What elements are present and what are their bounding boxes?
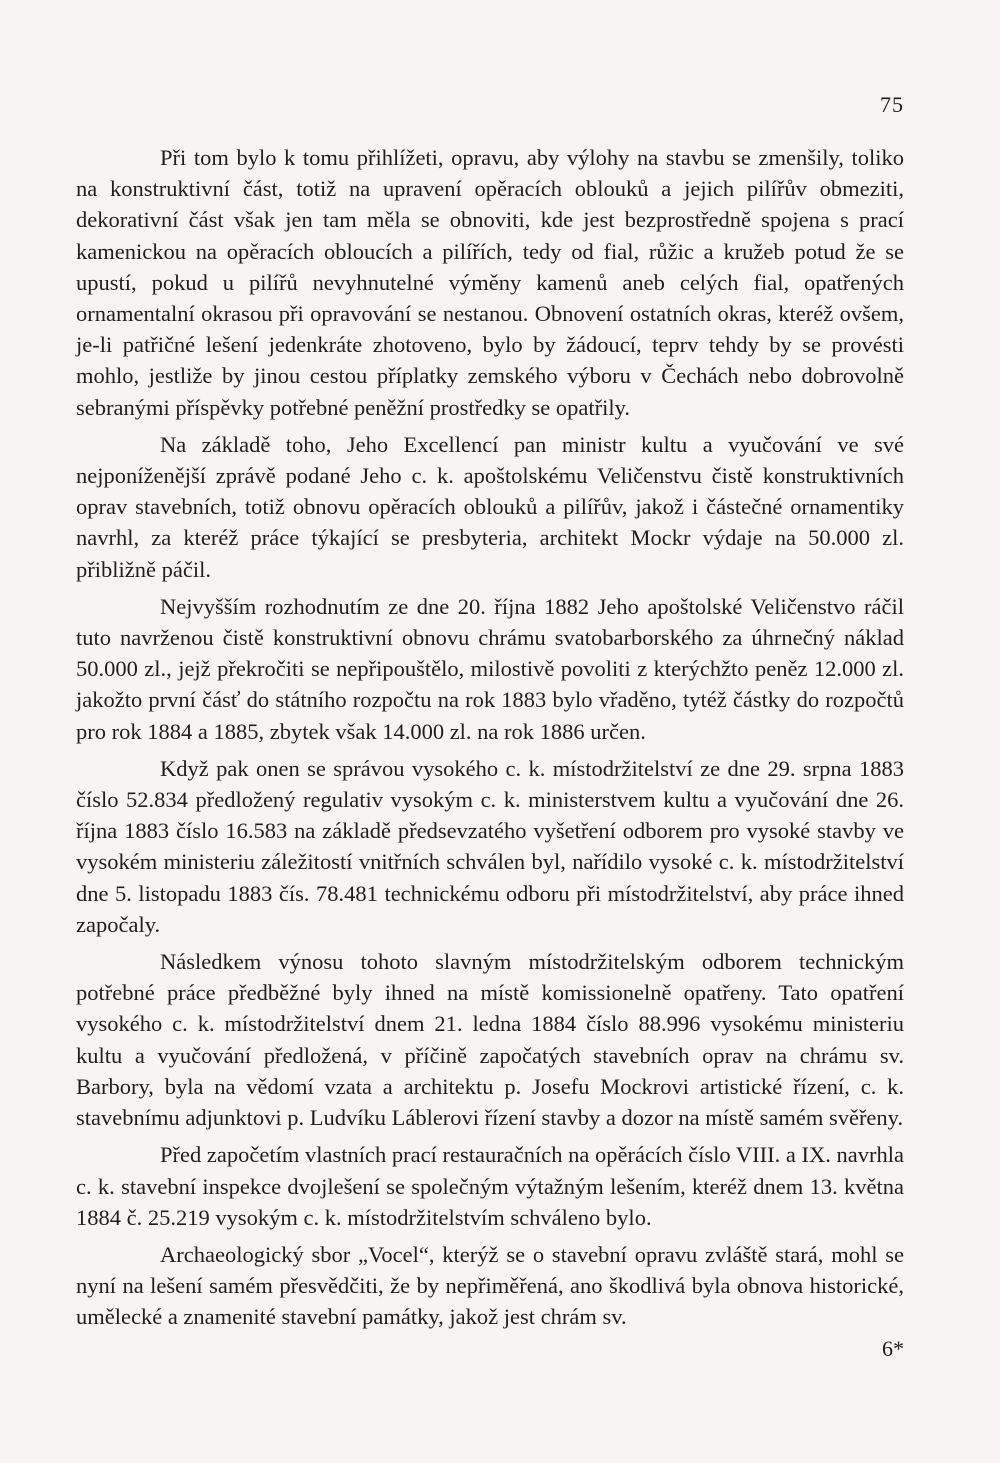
- paragraph-1: Při tom bylo k tomu přihlížeti, opravu, aby výlohy na stavbu se zmenšily, toliko na konstruktivní část, totiž na upravení opěracích oblouků a jejich pilířův obmeziti, dekorativní část však jen tam měla se obnoviti, kde jest bezprostředně spojena s prací kamenickou na opěracích obloucích a pilířích, tedy od fial, růžic a kružeb potud že se upustí, pokud u pilířů nevyhnutelné výměny kamenů aneb celých fial, opatřených ornamentalní okrasou při opravování se nestanou. Obnovení ostatních okras, kteréž ovšem, je-li patřičné lešení jedenkráte zhotoveno, bylo by žádoucí, teprv tehdy by se provésti mohlo, jestliže by jinou cestou příplatky zemského výboru v Čechách nebo dobrovolně sebranými příspěvky potřebné peněžní prostředky se opatřily.: [76, 145, 904, 420]
- paragraph-6: Před započetím vlastních prací restauračních na opěrácích číslo VIII. a IX. navrhla c. k. stavební inspekce dvojlešení se společným výtažným lešením, kteréž dnem 13. května 1884 č. 25.219 vysokým c. k. místodržitelstvím schváleno bylo.: [76, 1142, 904, 1230]
- paragraph-7: Archaeologický sbor „Vocel“, kterýž se o stavební opravu zvláště stará, mohl se nyní na lešení samém přesvědčiti, že by nepřiměřená, ano škodlivá byla obnova historické, umělecké a znamenité stavební památky, jakož jest chrám sv.: [76, 1241, 904, 1330]
- paragraph-3: Nejvyšším rozhodnutím ze dne 20. října 1882 Jeho apoštolské Veličenstvo ráčil tuto navrženou čistě konstruktivní obnovu chrámu svatobarborského za úhrnečný náklad 50.000 zl., jejž překročiti se nepřipouštělo, milostivě povoliti z kterýchžto peněz 12.000 zl. jakožto první čásť do státního rozpočtu na rok 1883 bylo vřaděno, tytéž částky do rozpočtů pro rok 1884 a 1885, zbytek však 14.000 zl. na rok 1886 určen.: [76, 593, 904, 744]
- paragraph-5: Následkem výnosu tohoto slavným místodržitelským odborem technickým potřebné práce předběžné byly ihned na místě komissionelně opatřeny. Tato opatření vysokého c. k. místodržitelství dnem 21. ledna 1884 číslo 88.996 vysokému ministeriu kultu a vyučování předložená, v příčině započatých stavebních oprav na chrámu sv. Barbory, byla na vědomí vzata a architektu p. Josefu Mockrovi artistické řízení, c. k. stavebnímu adjunktovi p. Ludvíku Láblerovi řízení stavby a dozor na místě samém svěřeny.: [76, 949, 904, 1131]
- page-number: 75: [880, 92, 904, 117]
- body-text: [76, 142, 904, 1339]
- paragraph-2: Na základě toho, Jeho Excellencí pan ministr kultu a vyučování ve své nejponíženější zprávě podané Jeho c. k. apoštolskému Veličenstvu čistě konstruktivních oprav stavebních, totiž obnovu opěracích oblouků a pilířův, jakož i částečné ornamentiky navrhl, za kteréž práce týkající se presbyteria, architekt Mockr výdaje na 50.000 zl. přibližně páčil.: [76, 431, 904, 582]
- paragraph-4: Když pak onen se správou vysokého c. k. místodržitelství ze dne 29. srpna 1883 číslo 52.834 předložený regulativ vysokým c. k. ministerstvem kultu a vyučování dne 26. října 1883 číslo 16.583 na základě předsevzatého vyšetření odborem pro vysoké stavby ve vysokém ministeriu záležitostí vnitřních schválen byl, nařídilo vysoké c. k. místodržitelství dne 5. listopadu 1883 čís. 78.481 technickému odboru při místodržitelství, aby práce ihned započaly.: [76, 755, 904, 937]
- printer-signature-mark: 6*: [882, 1336, 904, 1361]
